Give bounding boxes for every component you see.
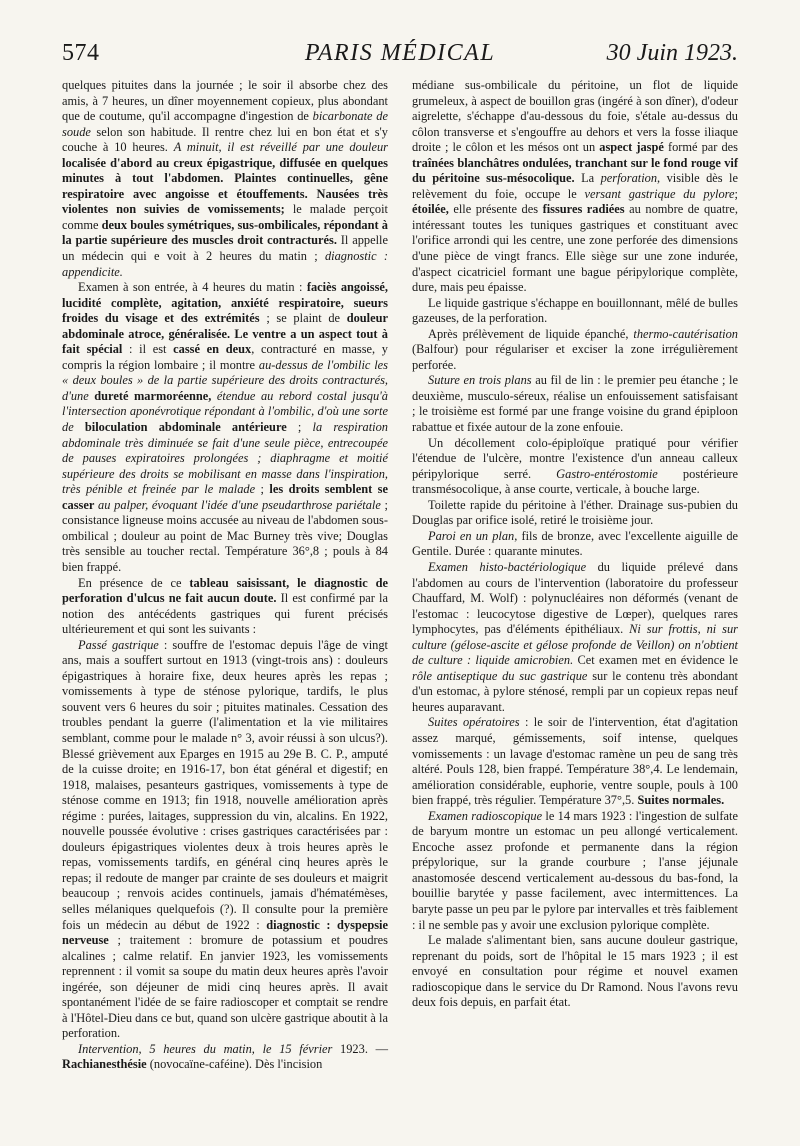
italic-run: rôle antiseptique du suc gastrique — [412, 668, 588, 683]
text-run: : souffre de l'estomac depuis l'âge de vingt ans, mais a souffert surtout en 1913 (vingt-trois ans) : douleurs épigastriques à horaire fixe, deux heures après les repas ; vomissements à type de sténose pylorique, tardifs, le plus souvent vers 6 heures du soir ; pituites matinales. Cessation des troubles pendant la guerre (l'alimentation et la vie militaires semblant, comme pour le malade n° 3, avoir réussi à son ulcus?). Blessé grièvement aux Eparges en 1915 au 29e B. C. P., amputé de la cuisse droite; en 1916-17, bon état général et digestif; en 1918, malaises, pesanteurs gastriques, vomissements à type de sténose comme en 1913; fin 1918, nouvelle amélioration après régime : purées, laitages, suppression du vin, alcalins. En 1922, nouvelle poussée évolutive : crises gastriques caractérisées par : douleurs épigastriques violentes deux à trois heures après le repas, vomissements tardifs, en général cinq heures après le repas; il redoute de manger par crainte de ses douleurs et maigrit beaucoup ; renvois acides continuels, jamais d'hématémèses, selles mélaniques quelquefois (?). Il consulte pour la première fois un médecin au début de 1922 : — [62, 637, 388, 932]
bold-run: aspect jaspé — [599, 140, 664, 155]
text-run: formé par des — [663, 140, 739, 155]
bold-run: étoilée, — [412, 202, 449, 217]
paragraph — [412, 296, 738, 327]
paragraph — [62, 638, 388, 1042]
paragraph — [412, 327, 738, 374]
journal-title: PARIS MÉDICAL — [304, 40, 496, 66]
italic-run: Suture en trois plans — [428, 373, 532, 388]
right-column — [412, 78, 738, 1118]
text-run: ; — [286, 420, 313, 435]
text-run: le malade perçoit comme — [62, 202, 388, 232]
text-run: selon son habitude. Il rentre chez lui en bon état et s'y couche à 10 heures. — [62, 124, 388, 155]
paragraph — [412, 933, 738, 1011]
italic-run: A minuit, il est réveillé par une douleur — [173, 140, 388, 155]
italic-run: au-dessus de l'ombilic les « deux boules » de la partie supérieure des droits contracturés, d'une — [62, 357, 388, 403]
bold-run: Rachianesthésie — [62, 1057, 147, 1072]
bold-run: les droits semblent se casser — [62, 482, 389, 512]
text-run: Le liquide gastrique s'échappe en bouillonnant, mêlé de bulles gazeuses, de la perforation. — [412, 295, 738, 326]
italic-run: thermo-cautérisation — [633, 326, 738, 341]
italic-run: Gastro-entérostomie — [556, 466, 658, 481]
paragraph — [412, 560, 738, 715]
text-run: au nombre de quatre, intéressant toutes les tuniques gastriques et constituant avec l'orifice arrondi qui les centre, une zone perforée des dimensions d'une pièce de vingt francs. Elle siège sur une zone indurée, d'aspect cicatriciel formant une bague péripylorique complète, dure, mais peu épaisse. — [412, 202, 739, 295]
text-run: Toilette rapide du péritoine à l'éther. Drainage sus-pubien du Douglas par orifice isolé, retiré le troisième jour. — [412, 497, 738, 528]
text-run: , contracturé en masse, y compris la région lombaire ; il montre — [62, 342, 389, 372]
text-run: : le soir de l'intervention, état d'agitation assez marqué, gémissements, soif intense, quelques vomissements : un lavage d'estomac ramène un peu de sang très altéré. Pouls 128, bien frappé. Température 38°,4. Le lendemain, amélioration considérable, euphorie, ventre souple, pouls à 100 bien frappé, très régulier. Température 37°,5. — [412, 715, 738, 808]
issue-date: 30 Juin 1923. — [606, 40, 738, 66]
paragraph — [412, 436, 738, 498]
text-run: postérieure transmésocolique, à anse courte, verticale, à bouche large. — [412, 466, 738, 497]
text-run: Le malade s'alimentant bien, sans aucune douleur gastrique, reprenant du poids, sort de l'hôpital le 15 mars 1923 ; il est envoyé en consultation pour régime et nouvel examen radioscopique dans le service du Dr Ramond. Nous l'avons revu deux fois depuis, en parfait état. — [412, 933, 738, 1010]
bold-run: tableau saisissant, le diagnostic de perforation d'ulcus ne fait aucun doute. — [62, 575, 388, 606]
article-body — [62, 78, 738, 1118]
bold-run: localisée d'abord au creux épigastrique, diffusée en quelques minutes à tout l'abdomen. Plaintes continuelles, gêne respiratoire avec angoisse et étouffements. Nausées très violentes non suivies de vomissements; — [62, 155, 388, 217]
italic-run: étendue au rebord costal jusqu'à l'intersection aponévrotique répondant à l'ombilic, d'où une sorte de — [62, 388, 388, 435]
left-column — [62, 78, 388, 1118]
text-run: ; — [734, 186, 738, 201]
paragraph — [412, 809, 738, 933]
paragraph — [62, 280, 388, 575]
bold-run: deux boules symétriques, sus-ombilicales, répondant à la partie supérieure des muscles droit contracturés. — [62, 217, 388, 248]
text-run: sur le contenu très abondant d'un estomac, à pylore sténosé, rempli par un copieux repas neuf heures auparavant. — [412, 668, 738, 714]
bold-run: Suites normales. — [637, 793, 725, 808]
page-header — [62, 40, 738, 74]
italic-run: Intervention, 5 heures du matin, le 15 février — [78, 1041, 333, 1056]
italic-run: Suites opératoires — [428, 715, 520, 730]
text-run: médiane sus-ombilicale du péritoine, un flot de liquide grumeleux, à aspect de bouillon gras (ingéré à son dîner), d'odeur aigrelette, s'échappe d'au-dessous du foie, s'étale au-dessus du côlon transverse et s'engouffre au dehors et vers la fosse iliaque droite ; le côlon et les mésos ont un — [412, 78, 738, 155]
paragraph — [412, 373, 738, 435]
paragraph — [62, 576, 388, 638]
italic-run: Examen radioscopique — [428, 808, 543, 823]
bold-run: cassé en deux — [173, 342, 252, 357]
bold-run: douleur abdominale atroce, généralisée. Le ventre a un aspect tout à fait spécial — [62, 311, 389, 357]
text-run: (Balfour) pour régulariser et exciser la zone irrégulièrement perforée. — [412, 342, 738, 372]
italic-run: au palper, évoquant l'idée d'une pseudarthrose pariétale — [94, 497, 381, 512]
italic-run: bicarbonate de soude — [62, 109, 389, 139]
bold-run: diagnostic : dyspepsie nerveuse — [62, 917, 388, 948]
text-run: ; — [255, 482, 270, 497]
text-run: elle présente des — [448, 202, 543, 217]
text-run: Un décollement colo-épiploïque pratiqué pour vérifier l'étendue de l'ulcère, montre l'existence d'un anneau calleux péripylorique serré. — [412, 435, 738, 481]
text-run: quelques pituites dans la journée ; le soir il absorbe chez des amis, à 7 heures, un dîner moyennement copieux, plus abondant que de coutume, qu'il accompagne d'ingestion de — [62, 78, 388, 124]
paragraph — [412, 498, 738, 529]
text-run: Après prélèvement de liquide épanché, — [428, 326, 634, 341]
text-run: Il appelle un médecin qui e voit à 2 heures du matin ; — [62, 233, 388, 264]
paragraph — [62, 1042, 388, 1073]
bold-run: dureté marmoréenne, — [88, 388, 212, 403]
text-run: du liquide prélevé dans l'abdomen au cours de l'intervention (laboratoire du professeur Chauffard, M. Wolf) : polynucléaires non déformés (venant de l'estomac : leucocytose digestive de Lœper), quelques rares lymphocytes, pas d'éléments épithéliaux. — [412, 559, 738, 637]
italic-run: la respiration abdominale très diminuée se fait d'une seule pièce, entrecoupée de pauses expiratoires prolongées ; diaphragme et moitié supérieure des droits se mobilisant en masse dans l'inspiration, très pénible et freinée par le malade — [62, 420, 388, 497]
text-run: , fils de bronze, avec l'excellente aiguille de Gentile. Durée : quarante minutes. — [412, 528, 739, 559]
paragraph — [412, 715, 738, 808]
paragraph — [412, 529, 738, 560]
italic-run: versant gastrique du pylore — [584, 186, 735, 201]
bold-run: fissures radiées — [542, 202, 625, 217]
text-run: (novocaïne-caféine). Dès l'incision — [146, 1057, 323, 1072]
text-run: ; traitement : bromure de potassium et poudres alcalines ; calme relatif. En janvier 1923, les vomissements reprennent : il vomit sa soupe du matin deux heures après l'avoir ingérée, son déjeuner de midi cinq heures après. Il avait spontanément l'idée de se faire radioscoper et comptait se rendre à l'Hôtel-Dieu dans ce but, quand son ulcère gastrique aboutit à la perforation. — [62, 933, 388, 1041]
text-run: Cet examen met en évidence le — [573, 653, 738, 668]
paragraph — [412, 78, 738, 296]
text-run: La — [574, 171, 601, 186]
page-number: 574 — [62, 40, 100, 66]
text-run: En présence de ce — [78, 575, 190, 590]
text-run: Il est confirmé par la notion des antécédents gastriques qui furent précisés ultérieurement et qui sont les suivants : — [62, 591, 388, 637]
italic-run: Paroi en un plan — [428, 528, 515, 543]
text-run: 1923. — — [332, 1041, 388, 1056]
paragraph — [62, 78, 388, 280]
bold-run: faciès angoissé, lucidité complète, agitation, anxiété respiratoire, sueurs froides du visage et des extrémités — [62, 280, 388, 326]
italic-run: Passé gastrique — [78, 637, 159, 652]
italic-run: perforation — [600, 171, 658, 186]
italic-run: Ni sur frottis, ni sur culture (gélose-ascite et gélose profonde de Veillon) on n'obtient de culture : liquide amicrobien. — [412, 622, 738, 668]
text-run: , visible dès le relèvement du foie, occupe le — [412, 171, 738, 201]
text-run: le 14 mars 1923 : l'ingestion de sulfate de baryum montre un estomac un peu allongé verticalement. Encoche assez profonde et permanente dans la région prépylorique, sur la grande courbure ; l'anse jéjunale anastomosée descend verticalement au-dessous du bas-fond, la bouillie barytée y passe facilement, avec intermittences. La baryte passe un peu par le pylore par intervalles et très faiblement : il ne semble pas y avoir une exclusion pylorique complète. — [412, 808, 738, 932]
text-run: ; consistance ligneuse moins accusée au niveau de l'abdomen sous-ombilical ; douleur au point de Mac Burney très vive; Douglas très sensible au toucher rectal. Température 36°,8 ; pouls à 84 bien frappé. — [62, 497, 388, 574]
italic-run: Examen histo-bactériologique — [428, 559, 587, 574]
italic-run: diagnostic : appendicite. — [62, 249, 388, 279]
text-run: : il est — [122, 342, 174, 357]
bold-run: traînées blanchâtres ondulées, tranchant sur le fond rouge vif du péritoine sus-mésocolique. — [412, 155, 738, 186]
text-run: ; se plaint de — [259, 311, 347, 326]
bold-run: biloculation abdominale antérieure — [73, 420, 287, 435]
text-run: Examen à son entrée, à 4 heures du matin : — [78, 280, 307, 295]
text-run: au fil de lin : le premier peu étanche ; le deuxième, musculo-séreux, réalise un enfouissement satisfaisant ; le troisième est formé par une frange voisine du grand épiploon rabattue et fixée autour de la zone enfouie. — [412, 373, 738, 435]
